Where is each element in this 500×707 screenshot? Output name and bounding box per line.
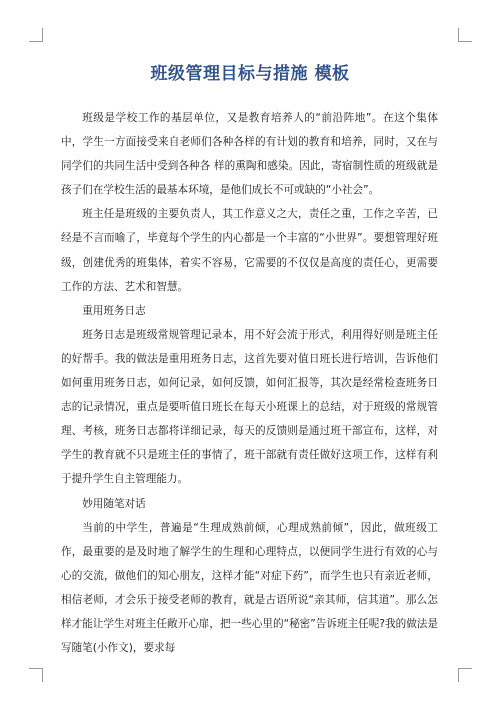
crop-mark-top-left <box>29 28 43 42</box>
paragraph-intro: 班级是学校工作的基层单位，又是教育培养人的“前沿阵地”。在这个集体中，学生一方面接受来自老师们各种各样的有计划的教育和培养，同时，又在与同学们的共同生活中受到各种各 样的熏陶和感染。因此，寄宿制性质的班级就是孩子们在学校生活的最基本环境，是他们成长不可或缺的“小社会”。 <box>61 112 438 197</box>
section-heading-essay-dialogue: 妙用随笔对话 <box>82 497 146 510</box>
crop-mark-top-right <box>458 28 472 42</box>
paragraph-class-log: 班务日志是班级常规管理记录本，用不好会流于形式，利用得好则是班主任的好帮手。我的做法是重用班务日志，这首先要对值日班长进行培训，告诉他们如何重用班务日志，如何记录，如何反馈，如何汇报等，其次是经常检查班务日志的记录情况，重点是要听值日班长在每天小班课上的总结，对于班级的常规管理、考核，班务日志都将详细记录，每天的反馈则是通过班干部宣布，这样，对学生的教育就不只是班主任的事情了，班干部就有责任做好这项工作，这样有利于提升学生自主管理能力。 <box>61 328 438 486</box>
page-title: 班级管理目标与措施 模板 <box>150 64 350 84</box>
paragraph-essay-dialogue: 当前的中学生，普遍是“生理成熟前倾，心理成熟前倾”，因此，做班级工作，最重要的是及时地了解学生的生理和心理特点，以便同学生进行有效的心与心的交流，做他们的知心朋友，这样才能“对症下药”，而学生也只有亲近老师，相信老师，才会乐于接受老师的教育，就是古语所说“亲其师，信其道”。那么怎样才能让学生对班主任敞开心扉，把一些心里的“秘密”告诉班主任呢?我的做法是写随笔(小作文)，要求每 <box>61 521 438 655</box>
crop-mark-bottom-left <box>29 668 43 682</box>
document-body <box>61 106 438 660</box>
paragraph-head-teacher: 班主任是班级的主要负责人，其工作意义之大，责任之重，工作之辛苦，已经是不言而喻了，毕竟每个学生的内心都是一个丰富的“小世界”。要想管理好班级，创建优秀的班集体，着实不容易，它需要的不仅仅是高度的责任心，更需要工作的方法、艺术和智慧。 <box>61 208 438 293</box>
section-heading-class-log: 重用班务日志 <box>82 304 146 317</box>
crop-mark-bottom-right <box>458 668 472 682</box>
